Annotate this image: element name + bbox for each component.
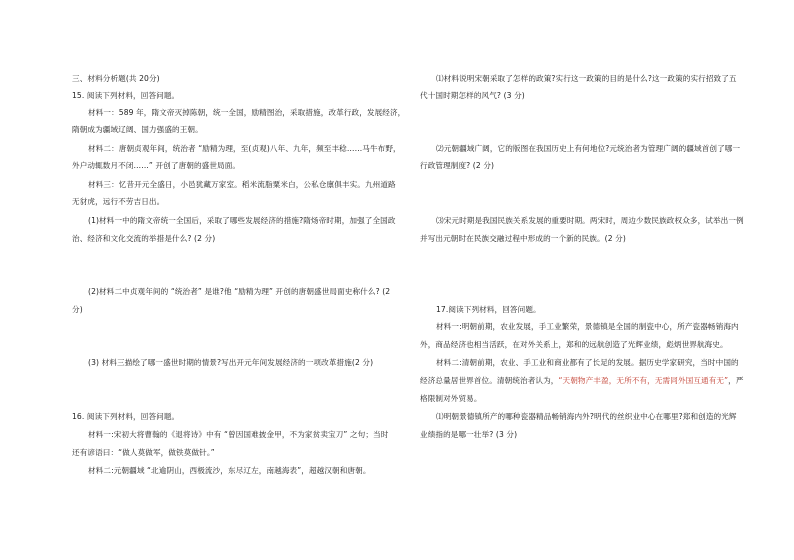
q15-material3-line1: 材料三：忆昔开元全盛日，小邑犹藏万家室。稻米流脂粟米白，公私仓廪俱丰实。九州道路 <box>88 180 396 189</box>
q17-material2-line2-a: 经济总量居世界首位。清朝统治者认为， <box>420 376 559 385</box>
q16-material2-line1: 材料二:元朝疆域 “北逾阴山，西极流沙，东尽辽左，南越海表”，超越汉朝和唐朝。 <box>88 466 371 475</box>
q16-material1-line1: 材料一:宋初大将曹翰的《退将诗》中有 “曾因国难披金甲，不为家贫卖宝刀” 之句；当时 <box>88 430 389 439</box>
q17-material1-line2: 外，商品经济也相当活跃，在对外关系上，郑和的远航创造了光辉业绩，彪炳世界航海史。 <box>420 340 728 349</box>
q15-prompt: 15. 阅读下列材料，回答问题。 <box>72 91 180 100</box>
q16-material1-line2: 还有谚语曰：“做人莫做军，做铁莫做针。” <box>72 448 215 457</box>
q17-material2-line3: 格限制对外贸易。 <box>420 394 482 403</box>
q16-sub1-line1: ⑴材料说明宋朝采取了怎样的政策?实行这一政策的目的是什么?这一政策的实行招致了五 <box>436 74 737 83</box>
q17-sub1-line2: 业绩指的是哪一壮举? (3 分) <box>420 430 518 439</box>
q17-material2-line1: 材料二:清朝前期，农业、手工业和商业都有了长足的发展。据历史学家研究，当时中国的 <box>436 358 739 367</box>
q17-material1-line1: 材料一:明朝前期，农业发展，手工业繁荣，景德镇是全国的制瓷中心，所产瓷器畅销海内 <box>436 322 739 331</box>
q15-sub3: (3) 材料三描绘了哪一盛世时期的情景?写出开元年间发展经济的一项改革措施(2 分) <box>88 358 374 367</box>
q15-sub2-line1: (2)材料二中贞观年间的 “统治者” 是谁?他 “励精为理” 开创的唐朝盛世局面史称什么? (2 <box>88 287 391 296</box>
q15-sub1-line1: (1)材料一中的隋文帝统一全国后，采取了哪些发展经济的措施?隋炀帝时期，加强了全国政 <box>88 216 396 225</box>
q15-material2-line1: 材料二：唐朝贞观年间，统治者 “励精为理，至(贞观)八年、九年，频至丰稔……马牛布野， <box>88 144 401 153</box>
section-title: 三、材料分析题(共 20分) <box>72 74 160 83</box>
q16-sub1-line2: 代十国时期怎样的风气? (3 分) <box>420 91 525 100</box>
q15-sub2-line2: 分) <box>72 305 83 314</box>
q17-material2-line2 <box>420 376 744 386</box>
q16-sub2-line2: 行政管理制度? (2 分) <box>420 161 495 170</box>
q17-prompt: 17.阅读下列材料，回答问题。 <box>436 305 541 314</box>
q16-sub2-line1: ⑵元朝疆域广阔，它的版图在我国历史上有何地位?元统治者为管理广阔的疆域首创了哪一 <box>436 144 741 153</box>
q16-sub3-line1: ⑶宋元时期是我国民族关系发展的重要时期。两宋时，周边少数民族政权众多，试举出一例 <box>436 216 744 225</box>
q15-material2-line2: 外户动辄数月不闭……” 开创了唐朝的盛世局面。 <box>72 161 241 170</box>
q17-material2-quote: “天朝物产丰盈，无所不有，无需同外国互通有无” <box>558 376 729 385</box>
q15-sub1-line2: 治、经济和文化交流的举措是什么? (2 分) <box>72 234 216 243</box>
q17-sub1-line1: ⑴明朝景德镇所产的哪种瓷器精品畅销海内外?明代的丝织业中心在哪里?郑和创造的光辉 <box>436 412 737 421</box>
q16-prompt: 16. 阅读下列材料，回答问题。 <box>72 412 180 421</box>
q17-material2-line2-c: ，严 <box>728 376 744 385</box>
q15-material1-line1: 材料一：589 年，隋文帝灭掉陈朝，统一全国，励精图治，采取措施，改革行政，发展经济， <box>88 108 406 117</box>
q15-material3-line2: 无豺虎，远行不劳吉日出。 <box>72 197 165 206</box>
q15-material1-line2: 隋朝成为疆域辽阔、国力强盛的王朝。 <box>72 125 203 134</box>
q16-sub3-line2: 并写出元朝时在民族交融过程中形成的一个新的民族。(2 分) <box>420 234 626 243</box>
